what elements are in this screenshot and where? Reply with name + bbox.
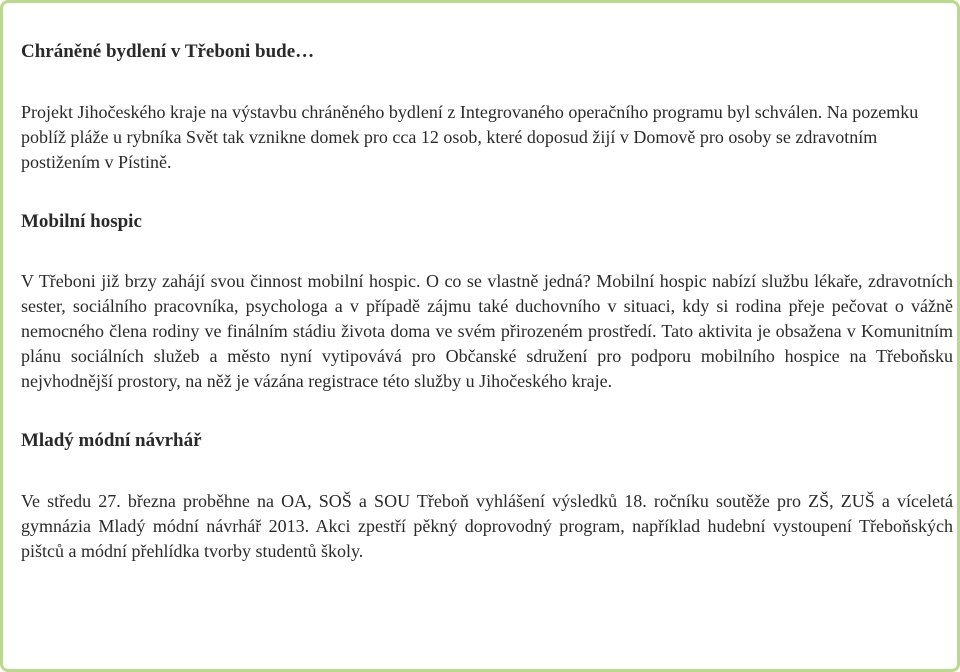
- section-title-mlady-modni-navrhar: Mladý módní návrhář: [21, 430, 202, 451]
- section-title-chranene-bydleni: Chráněné bydlení v Třeboni bude…: [21, 41, 315, 62]
- section-text-mobilni-hospic: V Třeboni již brzy zahájí svou činnost mobilní hospic. O co se vlastně jedná? Mobilní hospic nabízí službu lékaře, zdravotních sester, sociálního pracovníka, psychologa a v případě zájmu také duchovního v situaci, kdy si rodina přeje pečovat o vážně nemocného člena rodiny ve finálním stádiu života doma ve svém přirozeném prostředí. Tato aktivita je obsažena v Komunitním plánu sociálních služeb a město nyní vytipovává pro Občanské sdružení pro podporu mobilního hospice na Třeboňsku nejvhodnější prostory, na něž je vázána registrace této služby u Jihočeského kraje.: [21, 271, 953, 391]
- section-title-mobilni-hospic: Mobilní hospic: [21, 211, 142, 232]
- document-content: [21, 39, 953, 564]
- section-text-mlady-modni-navrhar: Ve středu 27. března proběhne na OA, SOŠ a SOU Třeboň vyhlášení výsledků 18. ročníku soutěže pro ZŠ, ZUŠ a víceletá gymnázia Mladý módní návrhář 2013. Akci zpestří pěkný doprovodný program, například hudební vystoupení Třeboňských pištců a módní přehlídka tvorby studentů školy.: [21, 491, 953, 561]
- section-text-chranene-bydleni: Projekt Jihočeského kraje na výstavbu chráněného bydlení z Integrovaného operačního programu byl schválen. Na pozemku poblíž pláže u rybníka Svět tak vznikne domek pro cca 12 osob, které doposud žijí v Domově pro osoby se zdravotním postižením v Pístině.: [21, 102, 919, 172]
